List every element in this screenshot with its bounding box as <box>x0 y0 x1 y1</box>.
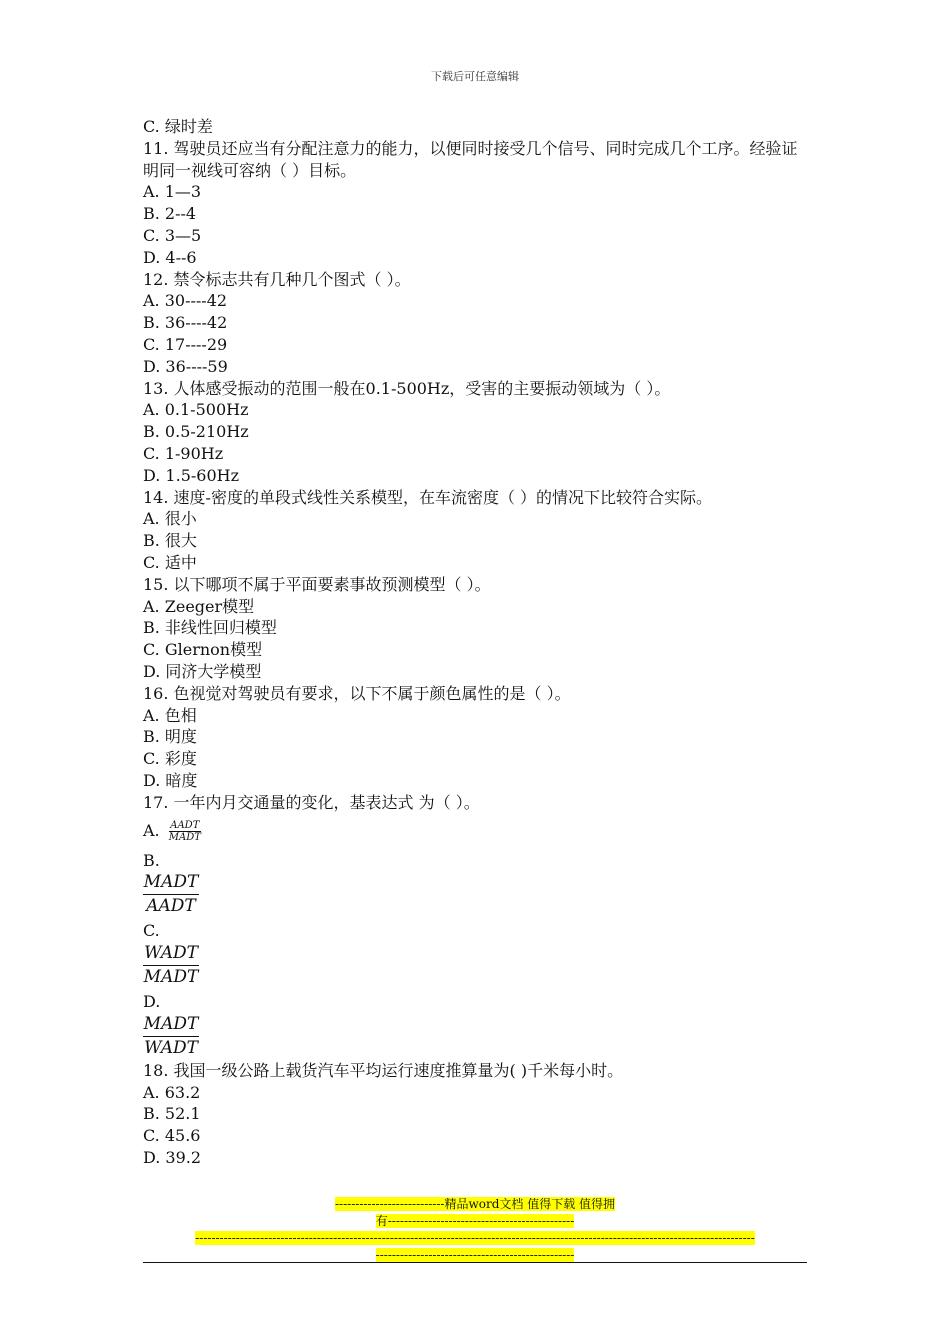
option-line: A. 色相 <box>143 705 197 725</box>
option-line: A. 1—3 <box>143 182 202 202</box>
option-line: C. 绿时差 <box>143 117 213 136</box>
option-line: B. 36----42 <box>143 313 228 333</box>
fraction-numerator: MADT <box>143 1013 199 1037</box>
fraction <box>143 1013 199 1060</box>
option-line: B. 52.1 <box>143 1104 201 1124</box>
question-17: 17. 一年内月交通量的变化，基表达式 为（ ）。 <box>143 792 480 812</box>
fraction-denominator: MADT <box>143 967 199 988</box>
option-line: D. 36----59 <box>143 356 228 376</box>
question-18: 18. 我国一级公路上载货汽车平均运行速度推算量为( )千米每小时。 <box>143 1060 624 1080</box>
option-line: C. 3—5 <box>143 225 202 245</box>
option-line: A. 63.2 <box>143 1082 201 1102</box>
fraction <box>143 871 199 918</box>
fraction-denominator: AADT <box>146 896 196 917</box>
option-line: C. 1-90Hz <box>143 443 224 463</box>
q17-option-c-label: C. <box>143 921 160 941</box>
option-line: D. 39.2 <box>143 1148 202 1168</box>
option-line: D. 同济大学模型 <box>143 661 262 681</box>
q17-option-b-label: B. <box>143 850 160 870</box>
option-line: D. 4--6 <box>143 247 197 267</box>
footer-line: 有---------------------------------------------- <box>375 1214 575 1228</box>
option-line: C. 17----29 <box>143 334 228 354</box>
footer-line: ---------------------------精品word文档 值得下载 值得拥 <box>334 1197 616 1211</box>
q17-option-a <box>143 814 807 848</box>
q17-option-d-label: D. <box>143 992 161 1012</box>
fraction-denominator: WADT <box>144 1037 198 1058</box>
option-line: B. 明度 <box>143 727 197 747</box>
option-line: B. 2--4 <box>143 204 197 224</box>
fraction-numerator: WADT <box>143 942 199 966</box>
option-label: A. <box>143 820 160 840</box>
question-11: 11. 驾驶员还应当有分配注意力的能力，以便同时接受几个信号、同时完成几个工序。经验证明同一视线可容纳（ ）目标。 <box>143 138 798 180</box>
option-line: A. 0.1-500Hz <box>143 400 249 420</box>
fraction <box>143 942 199 989</box>
footer-line: ------------------------------------------------- <box>375 1248 575 1262</box>
fraction-numerator: AADT <box>170 819 200 831</box>
fraction-denominator: MADT <box>168 831 201 843</box>
option-line: B. 很大 <box>143 531 197 551</box>
page-footer <box>143 1196 807 1264</box>
question-14: 14. 速度-密度的单段式线性关系模型，在车流密度（ ）的情况下比较符合实际。 <box>143 487 713 507</box>
option-line: B. 非线性回归模型 <box>143 618 277 638</box>
document-body <box>143 116 807 1169</box>
option-line: D. 1.5-60Hz <box>143 465 240 485</box>
question-12: 12. 禁令标志共有几种几个图式（ ）。 <box>143 269 411 289</box>
option-line: C. 45.6 <box>143 1126 201 1146</box>
option-line: D. 暗度 <box>143 770 198 790</box>
option-line: A. 30----42 <box>143 291 228 311</box>
option-line: C. 彩度 <box>143 749 197 769</box>
question-13: 13. 人体感受振动的范围一般在0.1-500Hz，受害的主要振动领域为（ ）。 <box>143 378 671 398</box>
option-line: C. 适中 <box>143 552 197 572</box>
page-header: 下载后可任意编辑 <box>431 70 519 83</box>
question-15: 15. 以下哪项不属于平面要素事故预测模型（ ）。 <box>143 574 491 594</box>
option-line: A. 很小 <box>143 509 197 529</box>
fraction <box>169 820 201 843</box>
option-line: B. 0.5-210Hz <box>143 422 249 442</box>
option-line: A. Zeeger模型 <box>143 596 255 616</box>
footer-rule <box>143 1262 807 1263</box>
footer-line: ------------------------------------------------------------------------------------------------------------------------------------------ <box>195 1231 755 1245</box>
question-16: 16. 色视觉对驾驶员有要求，以下不属于颜色属性的是（ ）。 <box>143 683 571 703</box>
fraction-numerator: MADT <box>143 871 199 895</box>
option-line: C. Glernon模型 <box>143 640 263 660</box>
